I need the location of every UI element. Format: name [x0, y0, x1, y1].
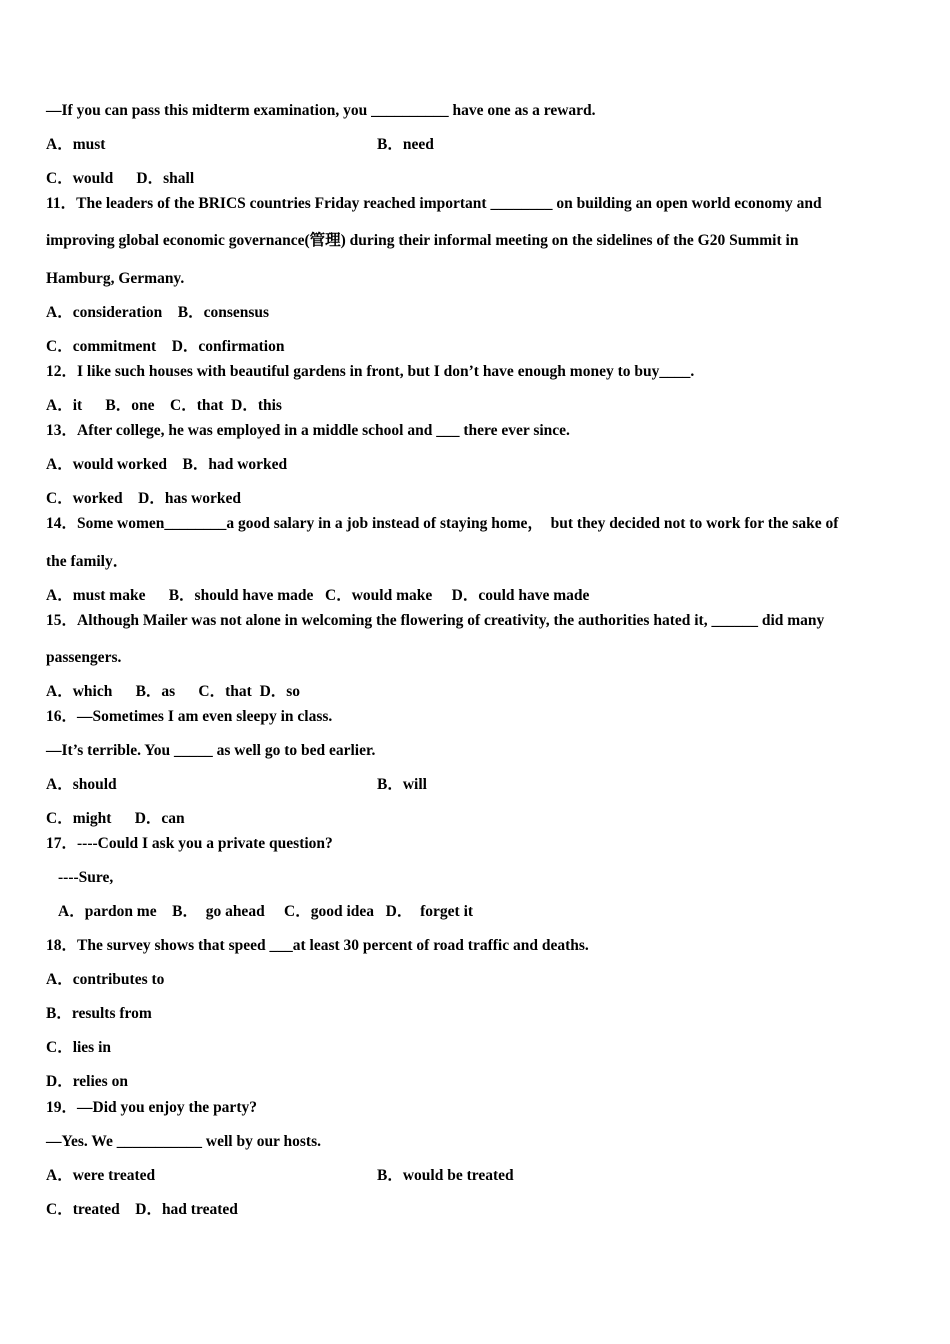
q15-stem-line2: passengers.	[46, 649, 122, 666]
q11-options-cd: C．commitment D．confirmation	[46, 338, 285, 355]
q10-option-b: B．need	[377, 136, 434, 153]
q12-options: A．it B．one C．that D．this	[46, 397, 282, 414]
q16-stem-line1: 16．—Sometimes I am even sleepy in class.	[46, 708, 333, 725]
q10-stem: —If you can pass this midterm examination, you __________ have one as a reward.	[46, 102, 596, 119]
q13-options-ab: A．would worked B．had worked	[46, 456, 288, 473]
q19-option-b: B．would be treated	[377, 1167, 514, 1184]
q19-stem-line2: —Yes. We ___________ well by our hosts.	[46, 1133, 322, 1150]
q11-stem-line2: improving global economic governance(管理) during their informal meeting on the sidelines of the G20 Summit in	[46, 232, 799, 249]
q16-option-a: A．should	[46, 776, 117, 793]
q15-stem-line1: 15．Although Mailer was not alone in welcoming the flowering of creativity, the authorities hated it, ______ did many	[46, 612, 825, 629]
q18-option-d: D．relies on	[46, 1073, 128, 1090]
q18-stem: 18．The survey shows that speed ___at least 30 percent of road traffic and deaths.	[46, 937, 589, 954]
q17-stem-line1: 17．----Could I ask you a private question?	[46, 835, 333, 852]
q17-stem-line2: ----Sure,	[58, 869, 114, 886]
q14-stem-line2: the family．	[46, 553, 129, 570]
q17-options: A．pardon me B． go ahead C．good idea D． forget it	[58, 903, 474, 920]
q11-options-ab: A．consideration B．consensus	[46, 304, 270, 321]
q13-options-cd: C．worked D．has worked	[46, 490, 242, 507]
q10-option-a: A．must	[46, 136, 106, 153]
q19-option-a: A．were treated	[46, 1167, 156, 1184]
q16-option-b: B．will	[377, 776, 427, 793]
q10-options-cd: C．would D．shall	[46, 170, 195, 187]
q19-options-cd: C．treated D．had treated	[46, 1201, 238, 1218]
q14-stem-line1: 14．Some women________a good salary in a job instead of staying home， but they decided not to work for the sake of	[46, 515, 839, 532]
q15-options: A．which B．as C．that D．so	[46, 683, 301, 700]
q14-options: A．must make B．should have made C．would make D．could have made	[46, 587, 590, 604]
q16-options-cd: C．might D．can	[46, 810, 185, 827]
q18-option-c: C．lies in	[46, 1039, 112, 1056]
q12-stem: 12．I like such houses with beautiful gardens in front, but I don’t have enough money to buy____.	[46, 363, 695, 380]
q16-stem-line2: —It’s terrible. You _____ as well go to bed earlier.	[46, 742, 376, 759]
q18-option-a: A．contributes to	[46, 971, 165, 988]
q11-stem-line3: Hamburg, Germany.	[46, 270, 185, 287]
q18-option-b: B．results from	[46, 1005, 152, 1022]
q11-stem-line1: 11．The leaders of the BRICS countries Friday reached important ________ on building an open world economy and	[46, 195, 822, 212]
q19-stem-line1: 19．—Did you enjoy the party?	[46, 1099, 257, 1116]
q13-stem: 13．After college, he was employed in a middle school and ___ there ever since.	[46, 422, 570, 439]
